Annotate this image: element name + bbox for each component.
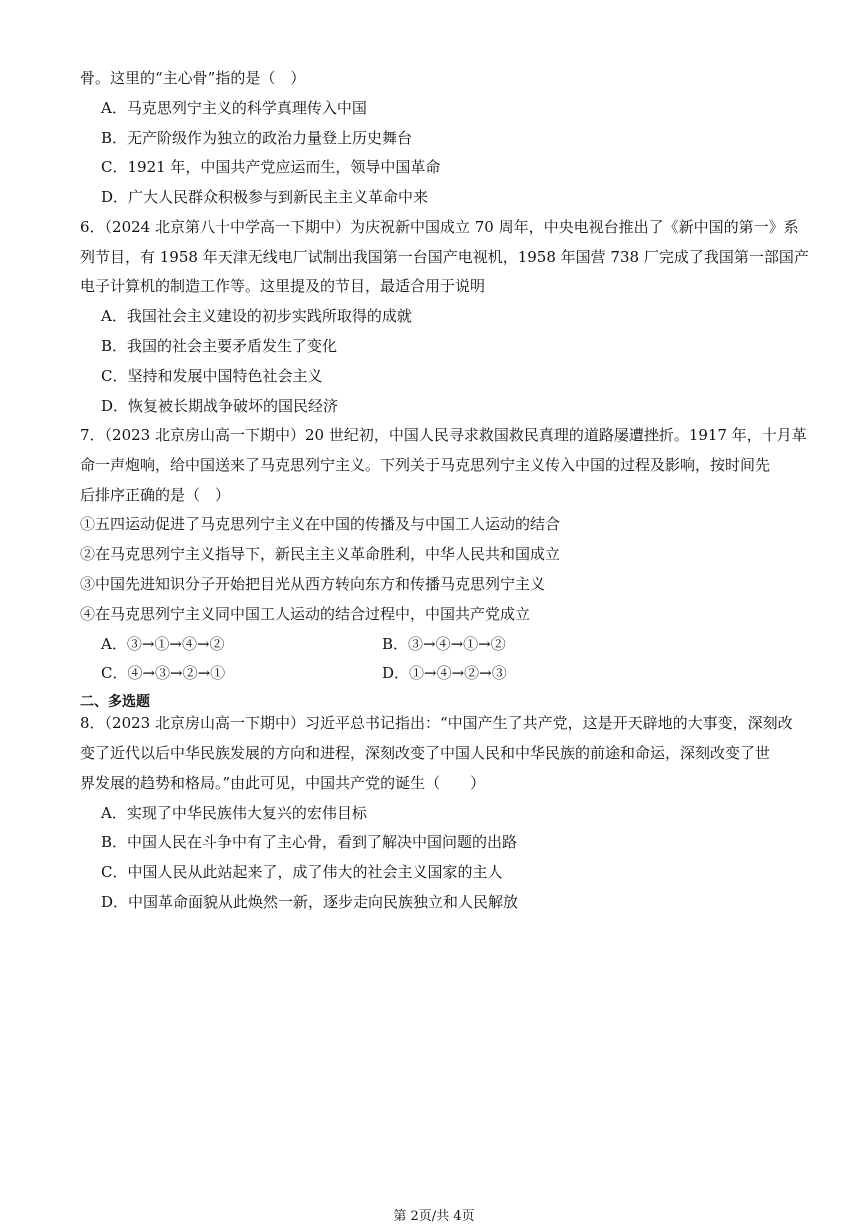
option-d: D．①→④→②→③ — [382, 664, 507, 682]
option-d: D．广大人民群众积极参与到新民主主义革命中来 — [101, 188, 429, 206]
question-text-line: 8．（2023 北京房山高一下期中）习近平总书记指出：“中国产生了共产党，这是开天辟地的大事变，深刻改 — [80, 714, 793, 732]
question-text-line: 列节目，有 1958 年天津无线电厂试制出我国第一台国产电视机，1958 年国营 738 厂完成了我国第一部国产 — [80, 248, 809, 266]
option-d: D．中国革命面貌从此焕然一新，逐步走向民族独立和人民解放 — [101, 893, 519, 911]
option-c: C．④→③→②→① — [101, 664, 226, 682]
option-c: C．中国人民从此站起来了，成了伟大的社会主义国家的主人 — [101, 863, 503, 881]
question-text-line: 变了近代以后中华民族发展的方向和进程，深刻改变了中国人民和中华民族的前途和命运，深刻改变了世 — [80, 744, 771, 762]
option-b: B．中国人民在斗争中有了主心骨，看到了解决中国问题的出路 — [101, 833, 518, 851]
question-text-line: 界发展的趋势和格局。”由此可见，中国共产党的诞生（ ） — [80, 774, 486, 792]
section-heading: 二、多选题 — [80, 694, 150, 710]
option-a: A．马克思列宁主义的科学真理传入中国 — [101, 99, 367, 117]
option-d: D．恢复被长期战争破坏的国民经济 — [101, 397, 339, 415]
question-text-line: 后排序正确的是（ ） — [80, 486, 231, 504]
question-text-line: 命一声炮响，给中国送来了马克思列宁主义。下列关于马克思列宁主义传入中国的过程及影响，按时间先 — [80, 456, 771, 474]
statement-item: ②在马克思列宁主义指导下，新民主主义革命胜利，中华人民共和国成立 — [80, 545, 561, 563]
option-a: A．实现了中华民族伟大复兴的宏伟目标 — [101, 804, 367, 822]
option-b: B．无产阶级作为独立的政治力量登上历史舞台 — [101, 129, 413, 147]
question-text-line: 骨。这里的“主心骨”指的是（ ） — [80, 69, 306, 87]
option-c: C．1921 年，中国共产党应运而生，领导中国革命 — [101, 158, 441, 176]
option-c: C．坚持和发展中国特色社会主义 — [101, 367, 323, 385]
option-a: A．③→①→④→② — [101, 635, 225, 653]
statement-item: ①五四运动促进了马克思列宁主义在中国的传播及与中国工人运动的结合 — [80, 515, 561, 533]
question-text-line: 电子计算机的制造工作等。这里提及的节目，最适合用于说明 — [80, 277, 486, 295]
statement-item: ④在马克思列宁主义同中国工人运动的结合过程中，中国共产党成立 — [80, 605, 531, 623]
page-number: 第 2页/共 4页 — [393, 1209, 475, 1224]
statement-item: ③中国先进知识分子开始把目光从西方转向东方和传播马克思列宁主义 — [80, 575, 546, 593]
question-text-line: 7．（2023 北京房山高一下期中）20 世纪初，中国人民寻求救国救民真理的道路屡遭挫折。1917 年，十月革 — [80, 426, 807, 444]
option-b: B．我国的社会主要矛盾发生了变化 — [101, 337, 338, 355]
option-b: B．③→④→①→② — [382, 635, 506, 653]
option-a: A．我国社会主义建设的初步实践所取得的成就 — [101, 307, 412, 325]
question-text-line: 6．（2024 北京第八十中学高一下期中）为庆祝新中国成立 70 周年，中央电视台推出了《新中国的第一》系 — [80, 218, 799, 236]
